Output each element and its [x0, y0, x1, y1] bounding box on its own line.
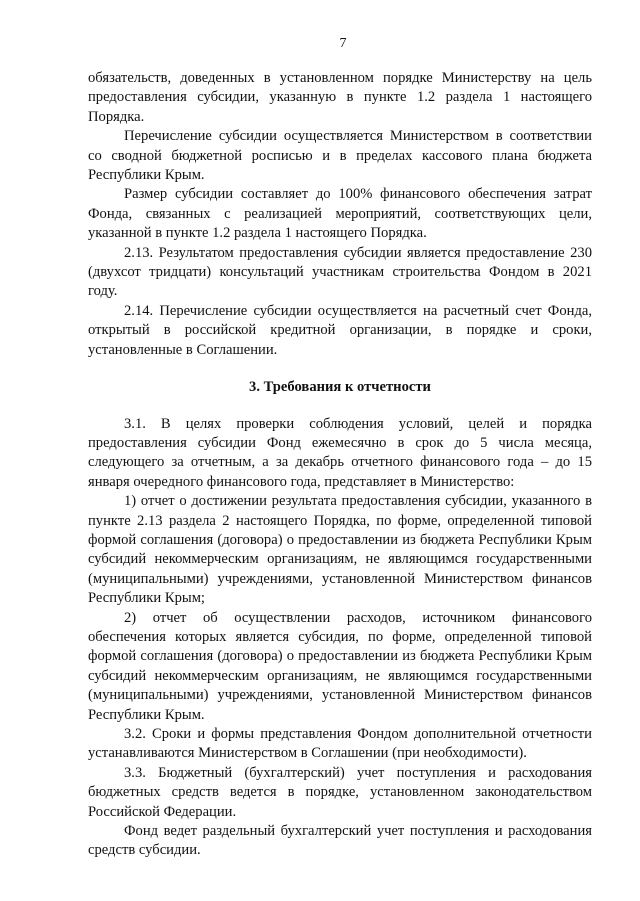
document-page: [88, 36, 592, 861]
paragraph: 2) отчет об осуществлении расходов, источником финансового обеспечения которых является субсидия, по форме, определенной типовой формой соглашения (договора) о предоставлении из бюджета Республики Крым субсидий некоммерческим организациям, не являющимся государственными (муниципальными) учреждениями, установленной Министерством финансов Республики Крым.: [88, 609, 592, 723]
paragraph: 3.3. Бюджетный (бухгалтерский) учет поступления и расходования бюджетных средств ведется в порядке, установленном законодательством Российской Федерации.: [88, 764, 592, 820]
paragraph: 2.13. Результатом предоставления субсидии является предоставление 230 (двухсот тридцати) консультаций участникам строительства Фондом в 2021 году.: [88, 244, 592, 300]
paragraph: 3.1. В целях проверки соблюдения условий, целей и порядка предоставления субсидии Фонд ежемесячно в срок до 5 числа месяца, следующего за отчетным, а за декабрь отчетного финансового года – до 15 января очередного финансового года, представляет в Министерство:: [88, 415, 592, 490]
paragraph: 1) отчет о достижении результата предоставления субсидии, указанного в пункте 2.13 раздела 2 настоящего Порядка, по форме, определенной типовой формой соглашения (договора) о предоставлении из бюджета Республики Крым субсидий некоммерческим организациям, не являющимся государственными (муниципальными) учреждениями, установленной Министерством финансов Республики Крым;: [88, 493, 592, 607]
paragraph: Размер субсидии составляет до 100% финансового обеспечения затрат Фонда, связанных с реализацией мероприятий, соответствующих цели, указанной в пункте 1.2 раздела 1 настоящего Порядка.: [88, 186, 592, 242]
paragraph: Перечисление субсидии осуществляется Министерством в соответствии со сводной бюджетной росписью и в пределах кассового плана бюджета Республики Крым.: [88, 128, 592, 184]
paragraph: 3.2. Сроки и формы представления Фондом дополнительной отчетности устанавливаются Министерством в Соглашении (при необходимости).: [88, 726, 592, 762]
section-heading: 3. Требования к отчетности: [249, 379, 431, 396]
page-number: 7: [339, 36, 347, 51]
paragraph: Фонд ведет раздельный бухгалтерский учет поступления и расходования средств субсидии.: [88, 823, 592, 859]
paragraph: обязательств, доведенных в установленном порядке Министерству на цель предоставления субсидии, указанную в пункте 1.2 раздела 1 настоящего Порядка.: [88, 70, 592, 125]
paragraph: 2.14. Перечисление субсидии осуществляется на расчетный счет Фонда, открытый в российской кредитной организации, в порядке и сроки, установленные в Соглашении.: [88, 302, 592, 358]
